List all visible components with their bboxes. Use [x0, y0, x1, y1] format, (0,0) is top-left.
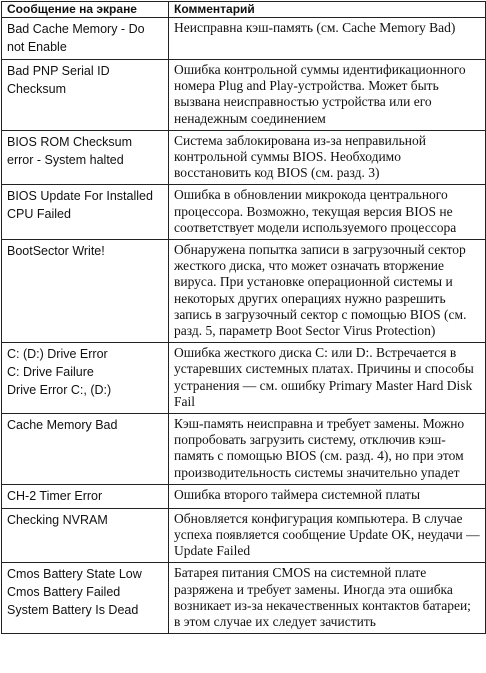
comment-text: Ошибка контрольной суммы идентификационного номера Plug and Play-устройства. Может быть вызвана неисправностью устройства или его ненадежным соединением [174, 62, 466, 126]
message-cell [2, 508, 169, 563]
message-text: CH-2 Timer Error [7, 488, 103, 503]
table-row [2, 18, 486, 60]
comment-text: Система заблокирована из-за неправильной контрольной суммы BIOS. Необходимо восстановить код BIOS (см. разд. 3) [174, 132, 426, 181]
comment-text: Ошибка второго таймера системной платы [174, 486, 421, 502]
comment-cell [169, 508, 486, 563]
table-row [2, 343, 486, 414]
comment-cell [169, 18, 486, 60]
message-text: Cache Memory Bad [7, 418, 118, 433]
message-text: BootSector Write! [7, 244, 105, 259]
message-text: BIOS ROM Checksum [7, 134, 133, 149]
comment-text: Обнаружена попытка записи в загрузочный сектор жесткого диска, что может означать вторжение вируса. При установке операционной системы и некоторых других операциях нужно разрешить запись в загрузочный сектор с помощью BIOS (см. разд. 5, параметр Boot Sector Virus Protection) [174, 242, 467, 339]
message-cell [2, 563, 169, 634]
comment-cell [169, 185, 486, 240]
comment-cell [169, 130, 486, 185]
comment-cell [169, 563, 486, 634]
message-text: C: Drive Failure [7, 365, 94, 380]
table-body [2, 18, 486, 634]
comment-text: Батарея питания CMOS на системной плате разряжена и требует замены. Иногда эта ошибка возникает из-за некачественных контактов батареи; в этом случае их следует зачистить [174, 565, 471, 630]
message-cell [2, 343, 169, 414]
table-row [2, 240, 486, 343]
message-cell [2, 130, 169, 185]
header-message: Сообщение на экране [2, 2, 169, 18]
message-text: Bad PNP Serial ID [7, 64, 110, 78]
comment-cell [169, 343, 486, 414]
message-text: CPU Failed [7, 207, 71, 222]
comment-cell [169, 414, 486, 485]
table-row [2, 185, 486, 240]
comment-text: Ошибка жесткого диска C: или D:. Встречается в устаревших системных платах. Причины и способы устранения — см. ошибку Primary Master Hard Disk Fail [174, 345, 474, 409]
message-text: Drive Error C:, (D:) [7, 383, 112, 398]
table-row [2, 563, 486, 634]
message-text: C: (D:) Drive Error [7, 347, 108, 362]
message-cell [2, 484, 169, 508]
comment-text: Кэш-память неисправна и требует замены. Можно попробовать загрузить систему, отключив кэш-память с помощью BIOS (см. разд. 4), но при этом производительность системы значительно упадет [174, 416, 465, 480]
message-text: Bad Cache Memory - Do [7, 22, 145, 36]
table-header [2, 2, 486, 18]
message-cell [2, 185, 169, 240]
comment-text: Ошибка в обновлении микрокода центрального процессора. Возможно, текущая версия BIOS не соответствует модели используемого процессора [174, 187, 457, 235]
table-row [2, 60, 486, 131]
comment-cell [169, 60, 486, 131]
message-text: not Enable [7, 40, 67, 54]
table-row [2, 508, 486, 563]
message-text: Checksum [7, 82, 67, 96]
comment-cell [169, 484, 486, 508]
comment-text: Неисправна кэш-память (см. Cache Memory Bad) [174, 20, 456, 35]
header-comment: Комментарий [169, 2, 486, 18]
message-cell [2, 240, 169, 343]
message-cell [2, 60, 169, 131]
header-row [2, 2, 486, 18]
comment-text: Обновляется конфигурация компьютера. В случае успеха появляется сообщение Update OK, неудачи — Update Failed [174, 510, 480, 559]
message-text: System Battery Is Dead [7, 603, 139, 618]
bios-messages-table [1, 1, 486, 634]
message-text: Checking NVRAM [7, 512, 108, 527]
message-text: Cmos Battery State Low [7, 567, 142, 582]
message-text: BIOS Update For Installed [7, 189, 153, 204]
comment-cell [169, 240, 486, 343]
message-text: Cmos Battery Failed [7, 585, 121, 600]
message-cell [2, 414, 169, 485]
table-row [2, 484, 486, 508]
table-row [2, 414, 486, 485]
message-text: error - System halted [7, 152, 124, 167]
table-row [2, 130, 486, 185]
message-cell [2, 18, 169, 60]
